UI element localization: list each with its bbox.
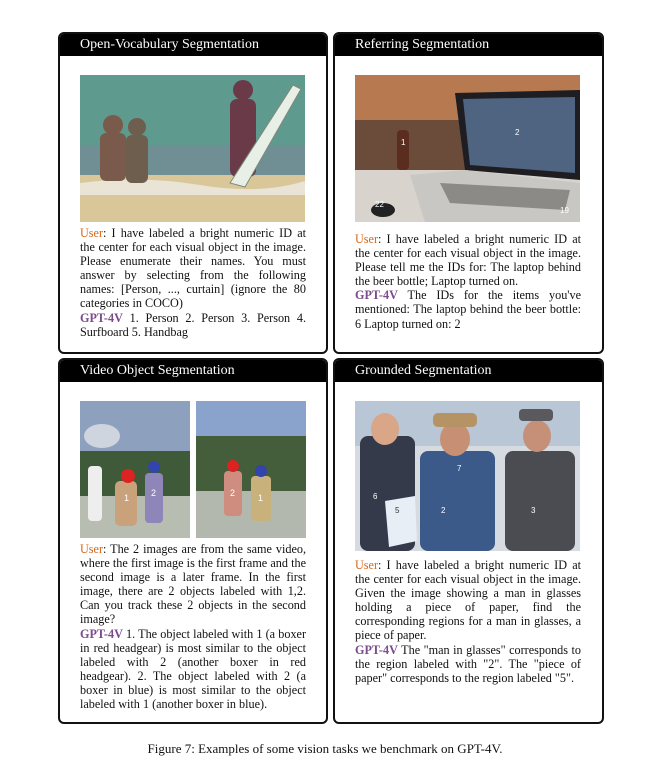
user-label: User — [80, 542, 104, 556]
gpt-label: GPT-4V — [355, 288, 398, 303]
panel-title: Video Object Segmentation — [60, 360, 326, 382]
gs-label-6: 6 — [373, 492, 378, 501]
frame1-label-2: 2 — [151, 488, 157, 498]
gpt-label: GPT-4V — [80, 310, 123, 325]
laptop-label-2: 2 — [515, 128, 520, 137]
laptop-label-22: 22 — [375, 200, 384, 209]
panel-title: Open-Vocabulary Segmentation — [60, 34, 326, 56]
gs-label-2: 2 — [441, 506, 446, 515]
user-label: User — [355, 558, 379, 572]
panel-title: Grounded Segmentation — [335, 360, 602, 382]
user-text: : The 2 images are from the same video, where the first image is the first frame and the second image is a later frame. In the first image, there are 2 objects labeled with 1,2. Can you track these 2 objects in the second image? — [80, 542, 306, 627]
ovs-dialogue — [80, 226, 306, 339]
gpt-label: GPT-4V — [355, 642, 398, 657]
user-label: User — [355, 232, 379, 246]
figure-caption: Figure 7: Examples of some vision tasks we benchmark on GPT-4V. — [147, 741, 503, 756]
user-label: User — [80, 226, 104, 240]
user-text: : I have labeled a bright numeric ID at the center for each visual object in the image. Given the image showing a man in glasses holding a piece of paper, find the corresponding regions for a man in glasses, a piece of paper. — [355, 558, 581, 643]
gpt-text: The "man in glasses" corresponds to the region labeled with "2". The "piece of paper" corresponds to the region labeled "5". — [355, 642, 581, 685]
gs-label-3: 3 — [531, 506, 536, 515]
men-photo — [355, 401, 580, 551]
gpt-text: 1. The object labeled with 1 (a boxer in red headgear) is most similar to the object labeled with 2 (another boxer in red headgear). 2. The object labeled with 2 (a boxer in blue) is most similar to the object labeled with 1 (another boxer in blue). — [80, 626, 306, 712]
laptop-photo — [355, 75, 580, 222]
user-text: : I have labeled a bright numeric ID at the center for each visual object in the image. Please enumerate their names. You must answer by selecting from the following names: [Person, ..., curtain] (ignore the 80 categories in COCO) — [80, 226, 306, 311]
frame1-label-1: 1 — [124, 493, 130, 503]
laptop-label-19: 19 — [560, 206, 569, 215]
video-frame-1 — [80, 401, 190, 538]
video-frame-2 — [196, 401, 306, 538]
gs-label-5: 5 — [395, 506, 400, 515]
gpt-text: The IDs for the items you've mentioned: The laptop behind the beer bottle: 6 Laptop turned on: 2 — [355, 288, 581, 331]
gs-dialogue — [355, 558, 581, 685]
gpt-label: GPT-4V — [80, 626, 123, 641]
user-text: : I have labeled a bright numeric ID at the center for each visual object in the image. Please tell me the IDs for: The laptop behind the beer bottle; Laptop turned on. — [355, 232, 581, 289]
frame2-label-1: 1 — [258, 493, 264, 503]
panel-title: Referring Segmentation — [335, 34, 602, 56]
laptop-label-1: 1 — [401, 138, 406, 147]
frame2-label-2: 2 — [230, 488, 236, 498]
gs-label-7: 7 — [457, 464, 462, 473]
refseg-dialogue — [355, 232, 581, 331]
vos-dialogue — [80, 542, 306, 711]
surfers-photo — [80, 75, 305, 222]
gpt-text: 1. Person 2. Person 3. Person 4. Surfboard 5. Handbag — [80, 310, 306, 339]
